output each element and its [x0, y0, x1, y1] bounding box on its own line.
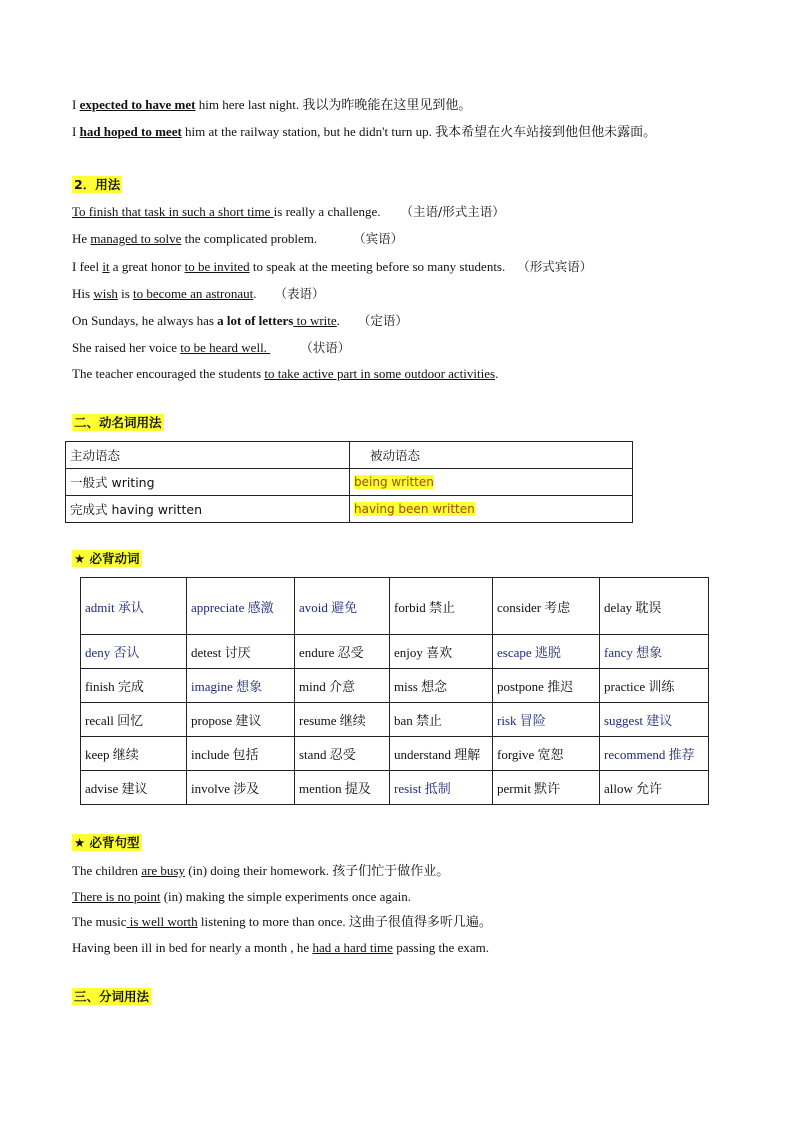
- pattern-line: Having been ill in bed for nearly a month , he had a hard time passing the exam.: [72, 940, 489, 955]
- table-cell: understand 理解: [390, 737, 493, 771]
- table-cell: resist 抵制: [390, 771, 493, 805]
- table-header-cell: 主动语态: [66, 442, 350, 469]
- table-cell: consider 考虑: [493, 578, 600, 635]
- table-cell: 一般式 writing: [66, 469, 350, 496]
- voice-table: [65, 441, 633, 523]
- section-heading-patterns: ★ 必背句型: [74, 835, 140, 850]
- table-cell: advise 建议: [81, 771, 187, 805]
- usage-line-attribute: On Sundays, he always has a lot of letters to write. （定语）: [72, 313, 408, 328]
- table-cell: propose 建议: [187, 703, 295, 737]
- table-row: [81, 578, 709, 635]
- table-cell: detest 讨厌: [187, 635, 295, 669]
- table-cell: finish 完成: [81, 669, 187, 703]
- usage-line-formal-object: I feel it a great honor to be invited to speak at the meeting before so many students. （形式宾语）: [72, 259, 593, 274]
- table-row: [81, 635, 709, 669]
- table-cell: admit 承认: [81, 578, 187, 635]
- table-header-cell: 被动语态: [350, 442, 633, 469]
- table-cell: avoid 避免: [295, 578, 390, 635]
- table-cell: endure 忍受: [295, 635, 390, 669]
- table-cell: delay 耽误: [600, 578, 709, 635]
- table-cell: involve 涉及: [187, 771, 295, 805]
- verbs-table: [80, 577, 709, 805]
- table-cell: forgive 宽恕: [493, 737, 600, 771]
- table-cell: allow 允许: [600, 771, 709, 805]
- table-cell: miss 想念: [390, 669, 493, 703]
- table-cell: appreciate 感激: [187, 578, 295, 635]
- table-cell: recommend 推荐: [600, 737, 709, 771]
- table-cell: imagine 想象: [187, 669, 295, 703]
- table-cell: suggest 建议: [600, 703, 709, 737]
- table-cell: fancy 想象: [600, 635, 709, 669]
- table-cell: risk 冒险: [493, 703, 600, 737]
- table-row: [66, 469, 633, 496]
- table-row: [66, 496, 633, 523]
- table-cell: mind 介意: [295, 669, 390, 703]
- table-row: [66, 442, 633, 469]
- table-row: [81, 669, 709, 703]
- table-cell: postpone 推迟: [493, 669, 600, 703]
- table-cell: ban 禁止: [390, 703, 493, 737]
- usage-line-complement: The teacher encouraged the students to take active part in some outdoor activities.: [72, 366, 499, 381]
- pattern-line: The music is well worth listening to more than once. 这曲子很值得多听几遍。: [72, 914, 492, 929]
- table-cell: stand 忍受: [295, 737, 390, 771]
- example-sentence: I had hoped to meet him at the railway station, but he didn't turn up. 我本希望在火车站接到他但他未露面。: [72, 124, 657, 139]
- pattern-line: There is no point (in) making the simple experiments once again.: [72, 889, 412, 904]
- section-heading-usage: 2．用法: [74, 177, 121, 192]
- section-heading-participle: 三、分词用法: [74, 989, 150, 1004]
- table-row: [81, 771, 709, 805]
- example-sentence: I expected to have met him here last night. 我以为昨晚能在这里见到他。: [72, 97, 472, 112]
- table-row: [81, 737, 709, 771]
- table-cell: being written: [350, 469, 633, 496]
- section-heading-verbs: ★ 必背动词: [74, 551, 140, 566]
- table-row: [81, 703, 709, 737]
- table-cell: enjoy 喜欢: [390, 635, 493, 669]
- table-cell: keep 继续: [81, 737, 187, 771]
- usage-line-adverbial: She raised her voice to be heard well. （状语）: [72, 340, 351, 355]
- section-heading-gerund: 二、动名词用法: [74, 415, 162, 430]
- table-cell: recall 回忆: [81, 703, 187, 737]
- usage-line-object: He managed to solve the complicated problem. （宾语）: [72, 231, 404, 246]
- table-cell: deny 否认: [81, 635, 187, 669]
- table-cell: escape 逃脱: [493, 635, 600, 669]
- table-cell: practice 训练: [600, 669, 709, 703]
- table-cell: include 包括: [187, 737, 295, 771]
- table-cell: resume 继续: [295, 703, 390, 737]
- usage-line-subject: To finish that task in such a short time is really a challenge. （主语/形式主语）: [72, 204, 505, 219]
- table-cell: 完成式 having written: [66, 496, 350, 523]
- table-cell: permit 默许: [493, 771, 600, 805]
- table-cell: having been written: [350, 496, 633, 523]
- table-cell: forbid 禁止: [390, 578, 493, 635]
- usage-line-predicative: His wish is to become an astronaut. （表语）: [72, 286, 325, 301]
- table-cell: mention 提及: [295, 771, 390, 805]
- pattern-line: The children are busy (in) doing their homework. 孩子们忙于做作业。: [72, 863, 450, 878]
